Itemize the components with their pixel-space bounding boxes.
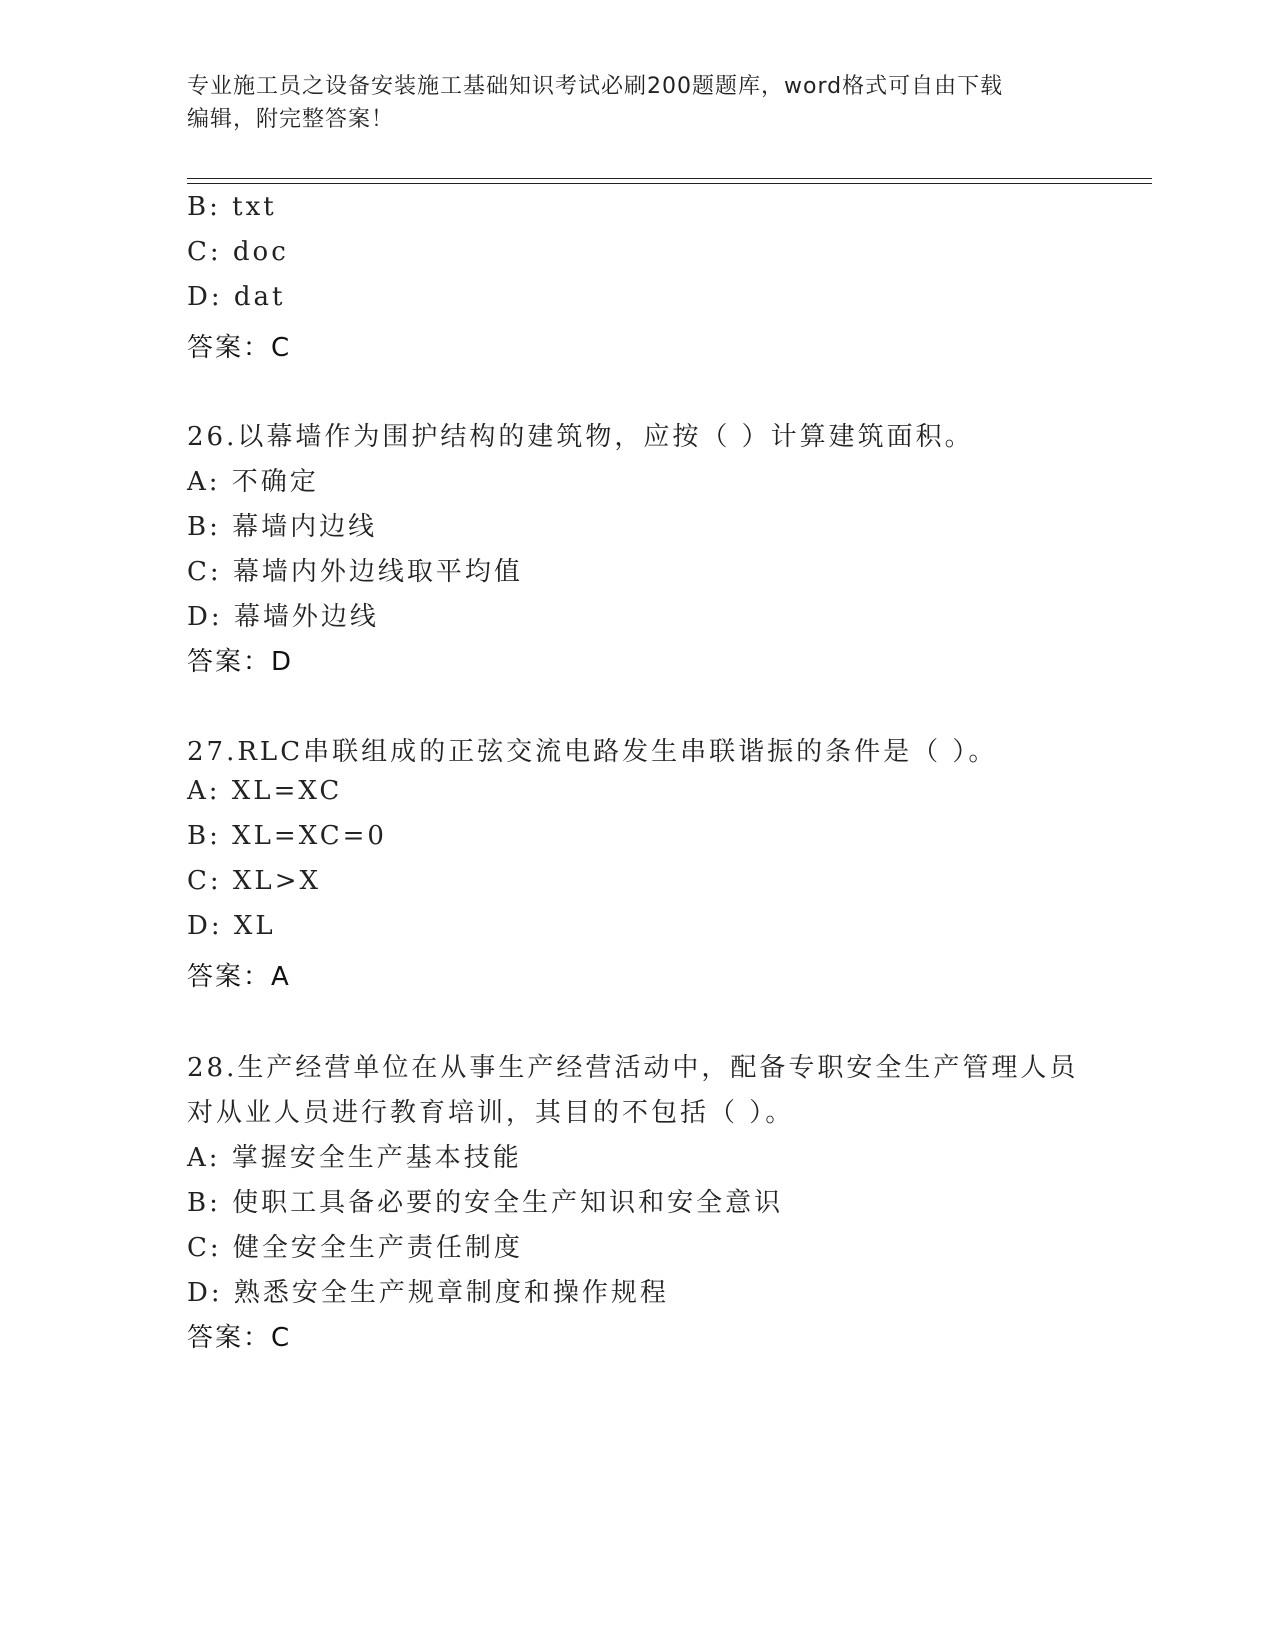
q26-option-d: D: 幕墙外边线 — [187, 602, 379, 632]
q28-answer: 答案：C — [187, 1323, 292, 1353]
q28-option-a: A: 掌握安全生产基本技能 — [187, 1143, 522, 1173]
header-line-1: 专业施工员之设备安装施工基础知识考试必刷200题题库，word格式可自由下载 — [187, 74, 1004, 99]
q27-answer: 答案：A — [187, 962, 291, 992]
q28-option-d: D: 熟悉安全生产规章制度和操作规程 — [187, 1278, 669, 1308]
q25-option-c: C: doc — [187, 237, 289, 267]
q27-option-d: D: XL — [187, 911, 276, 941]
q27-option-b: B: XL=XC=0 — [187, 821, 387, 851]
q26-answer: 答案：D — [187, 647, 294, 677]
q26-question: 26.以幕墙作为围护结构的建筑物，应按（ ）计算建筑面积。 — [187, 422, 974, 452]
header-divider-top — [187, 178, 1152, 179]
q28-option-c: C: 健全安全生产责任制度 — [187, 1233, 523, 1263]
q25-option-d: D: dat — [187, 282, 286, 312]
header-divider-bottom — [187, 183, 1152, 184]
header-line-2: 编辑，附完整答案！ — [187, 107, 395, 132]
q28-option-b: B: 使职工具备必要的安全生产知识和安全意识 — [187, 1188, 784, 1218]
q26-option-c: C: 幕墙内外边线取平均值 — [187, 557, 523, 587]
q25-answer: 答案：C — [187, 333, 292, 363]
q27-option-a: A: XL=XC — [187, 776, 343, 806]
q25-option-b: B: txt — [187, 192, 277, 222]
q28-question-line-1: 28.生产经营单位在从事生产经营活动中，配备专职安全生产管理人员 — [187, 1053, 1079, 1083]
document-header — [187, 70, 1067, 136]
q27-question: 27.RLC串联组成的正弦交流电路发生串联谐振的条件是（ ）。 — [187, 737, 998, 767]
q28-question-line-2: 对从业人员进行教育培训，其目的不包括（ ）。 — [187, 1098, 795, 1128]
q26-option-b: B: 幕墙内边线 — [187, 512, 378, 542]
q27-option-c: C: XL>X — [187, 866, 321, 896]
q26-option-a: A: 不确定 — [187, 467, 319, 497]
